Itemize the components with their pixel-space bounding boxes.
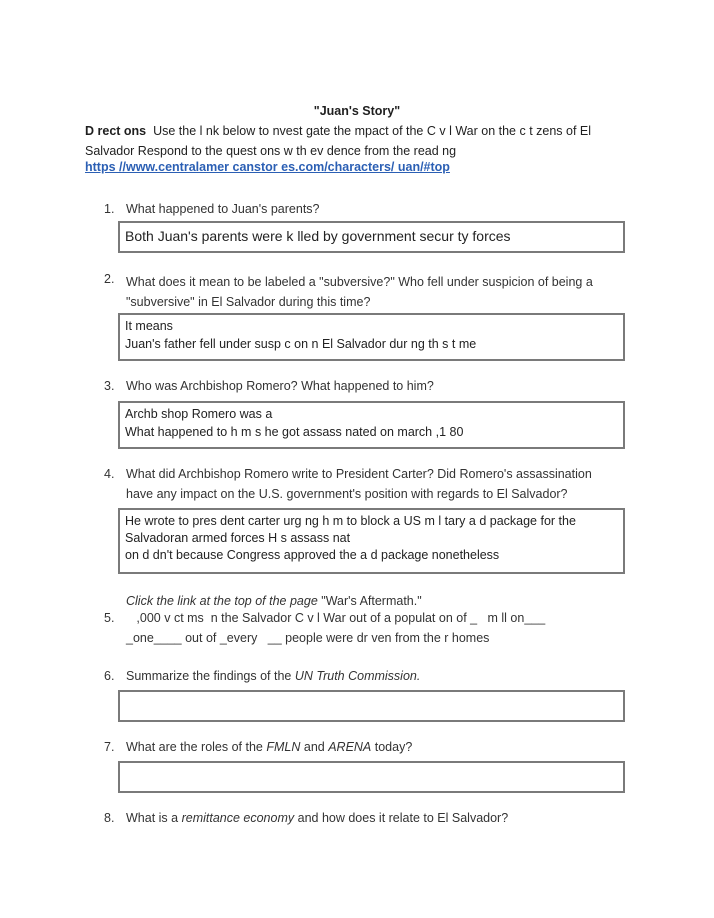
- answer-box[interactable]: [118, 401, 625, 449]
- answer-line: Archb shop Romero was a: [125, 407, 273, 421]
- question-text: [126, 669, 420, 683]
- directions: [85, 121, 625, 161]
- answer-line: He wrote to pres dent carter urg ng h m to block a US m l tary a d package for the: [125, 514, 576, 528]
- answer-box[interactable]: [118, 313, 625, 361]
- question-text-part: today?: [371, 740, 413, 754]
- answer-box[interactable]: [118, 761, 625, 793]
- question-text: _one____ out of _every __ people were dr ven from the r homes: [126, 631, 490, 645]
- question-text: [126, 811, 508, 825]
- answer-line: What happened to h m s he got assass nated on march ,1 80: [125, 425, 464, 439]
- question-text: What did Archbishop Romero write to President Carter? Did Romero's assassination: [126, 467, 592, 481]
- question-number: 1.: [104, 202, 115, 216]
- question-text: What does it mean to be labeled a "subversive?" Who fell under suspicion of being a: [126, 275, 593, 289]
- reading-link[interactable]: https //www.centralamer canstor es.com/characters/ uan/#top: [85, 160, 450, 174]
- question-text-italic: ARENA: [328, 740, 372, 754]
- question-number: 3.: [104, 379, 115, 393]
- question-text: Who was Archbishop Romero? What happened to him?: [126, 379, 434, 393]
- question-text-part: and: [300, 740, 329, 754]
- question-text-part: What are the roles of the: [126, 740, 267, 754]
- question-text-italic: FMLN: [266, 740, 301, 754]
- question-number: 6.: [104, 669, 115, 683]
- answer-box[interactable]: [118, 508, 625, 574]
- question-number: 2.: [104, 272, 115, 286]
- question-text: ,000 v ct ms n the Salvador C v l War out of a populat on of _ m ll on___: [126, 611, 546, 625]
- aftermath-link[interactable]: "War's Aftermath.": [321, 594, 422, 608]
- question-text-italic: remittance economy: [181, 811, 295, 825]
- section-instruction: [126, 594, 422, 608]
- question-text-part: and how does it relate to El Salvador?: [294, 811, 509, 825]
- question-text-part: What is a: [126, 811, 182, 825]
- answer-line: Both Juan's parents were k lled by government secur ty forces: [125, 228, 511, 244]
- answer-line: Salvadoran armed forces H s assass nat: [125, 531, 351, 545]
- question-number: 8.: [104, 811, 115, 825]
- question-text-part: Summarize the findings of the: [126, 669, 295, 683]
- answer-line: on d dn't because Congress approved the a d package nonetheless: [125, 548, 500, 562]
- question-number: 4.: [104, 467, 115, 481]
- question-text: "subversive" in El Salvador during this time?: [126, 295, 371, 309]
- question-number: 7.: [104, 740, 115, 754]
- question-number: 5.: [104, 611, 115, 625]
- question-text: have any impact on the U.S. government's position with regards to El Salvador?: [126, 487, 568, 501]
- question-text: What happened to Juan's parents?: [126, 202, 320, 216]
- instruction-prefix: Click the link at the top of the page: [126, 594, 322, 608]
- question-text: [126, 740, 412, 754]
- directions-text-2: Salvador Respond to the quest ons w th ev dence from the read ng: [85, 144, 457, 158]
- directions-label: D rect ons: [85, 124, 147, 138]
- directions-text-1: Use the l nk below to nvest gate the mpact of the C v l War on the c t zens of El: [153, 124, 592, 138]
- answer-box[interactable]: [118, 221, 625, 253]
- answer-line: It means: [125, 319, 173, 333]
- answer-line: Juan's father fell under susp c on n El Salvador dur ng th s t me: [125, 337, 477, 351]
- answer-box[interactable]: [118, 690, 625, 722]
- question-text-italic: UN Truth Commission.: [294, 669, 421, 683]
- page-title: "Juan's Story": [313, 104, 401, 118]
